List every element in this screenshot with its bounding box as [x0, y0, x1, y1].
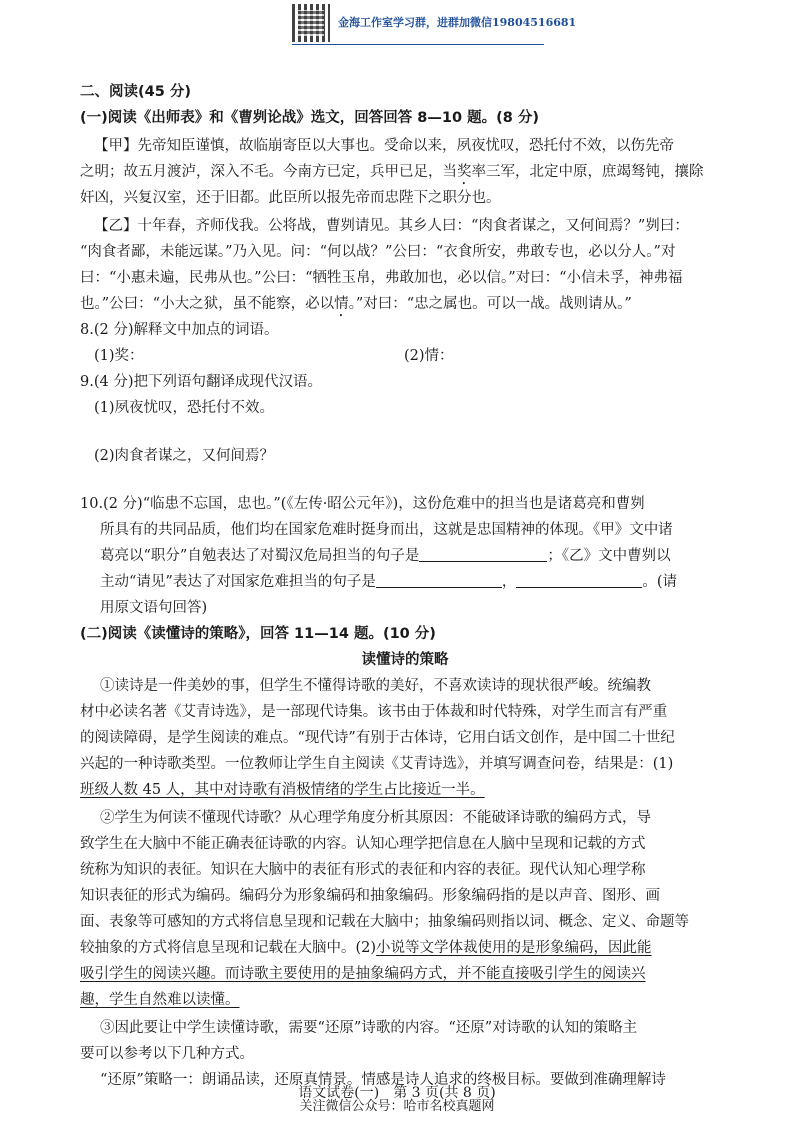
question-10-line-1: 10.(2 分)“临患不忘国，忠也。”(《左传·昭公元年》)，这份危难中的担当也是诸葛亮和曹刿 [80, 496, 645, 512]
jia-line-1: 【甲】先帝知臣谨慎，故临崩寄臣以大事也。受命以来，夙夜忧叹，恐托付不效，以伤先帝 [94, 138, 674, 154]
page-number: 语文试卷(一) 第 3 页(共 8 页) [298, 1085, 496, 1101]
p3-line-1: ③因此要让中学生读懂诗歌，需要“还原”诗歌的内容。“还原”对诗歌的认知的策略主 [100, 1020, 638, 1036]
question-9-1: (1)夙夜忧叹，恐托付不效。 [94, 400, 275, 416]
qr-code-icon [292, 4, 330, 42]
p1-line-1: ①读诗是一件美妙的事，但学生不懂得诗歌的美好，不喜欢读诗的现状很严峻。统编教 [100, 678, 651, 694]
jia-line-2: 之明；故五月渡泸，深入不毛。今南方已定，兵甲已足，当奖率三军，北定中原，庶竭驽钝，攘除 [80, 164, 704, 180]
question-10-line-3: 葛亮以“职分”自勉表达了对蜀汉危局担当的句子是 ；《乙》文中曹刿以 [100, 548, 671, 564]
p4-line-1: “还原”策略一：朗诵品读，还原真情景。情感是诗人追求的终极目标。要做到准确理解诗 [100, 1072, 666, 1088]
answer-blank-3 [516, 573, 642, 589]
yi-line-1: 【乙】十年春，齐师伐我。公将战，曹刿请见。其乡人曰：“肉食者谋之，又何间焉？”刿曰： [94, 218, 689, 234]
p2-line-7: 吸引学生的阅读兴趣。而诗歌主要使用的是抽象编码方式，并不能直接吸引学生的阅读兴 [80, 966, 646, 982]
yi-line-4: 也。”公曰：“小大之狱，虽不能察，必以情。”对曰：“忠之属也。可以一战。战则请从。” [80, 296, 632, 312]
dotted-word-jiang: 奖 [457, 164, 472, 180]
p1-line-5: 班级人数 45 人，其中对诗歌有消极情绪的学生占比接近一半。 [80, 782, 485, 798]
part2-title: (二)阅读《读懂诗的策略》，回答 11—14 题。(10 分) [80, 626, 436, 642]
footer-note: 关注微信公众号：哈市名校真题网 [299, 1099, 495, 1114]
p2-line-5: 面、表象等可感知的方式将信息呈现和记载在大脑中；抽象编码则指以词、概念、定义、命题等 [80, 914, 689, 930]
p2-line-6: 较抽象的方式将信息呈现和记载在大脑中。(2)小说等文学体裁使用的是形象编码，因此能 [80, 940, 652, 956]
page-header [0, 0, 794, 48]
essay-title: 读懂诗的策略 [361, 652, 449, 668]
question-10-line-5: 用原文语句回答) [100, 600, 208, 616]
p2-line-1: ②学生为何读不懂现代诗歌？从心理学角度分析其原因：不能破译诗歌的编码方式，导 [100, 810, 651, 826]
question-8: 8.(2 分)解释文中加点的词语。 [80, 322, 279, 338]
p1-line-4: 兴起的一种诗歌类型。一位教师让学生自主阅读《艾青诗选》，并填写调查问卷，结果是：(1) [80, 756, 674, 772]
answer-blank-1 [419, 547, 547, 563]
p3-line-2: 要可以参考以下几种方式。 [80, 1046, 254, 1062]
p2-line-4: 知识表征的形式为编码。编码分为形象编码和抽象编码。形象编码指的是以声音、图形、画 [80, 888, 660, 904]
dotted-word-qing: 情 [334, 296, 349, 312]
section-title: 二、阅读(45 分) [80, 84, 191, 100]
p2-line-8: 趣，学生自然难以读懂。 [80, 992, 240, 1008]
question-9-2: (2)肉食者谋之，又何间焉？ [94, 448, 275, 464]
question-9: 9.(4 分)把下列语句翻译成现代汉语。 [80, 374, 322, 390]
header-divider [292, 44, 544, 45]
question-8-2: (2)情： [404, 348, 454, 364]
p1-line-2: 材中必读名著《艾青诗选》，是一部现代诗集。该书由于体裁和时代特殊，对学生而言有严重 [80, 704, 668, 720]
question-8-1: (1)奖： [94, 348, 144, 364]
p1-line-3: 的阅读障碍，是学生阅读的难点。“现代诗”有别于古体诗，它用白话文创作，是中国二十世纪 [80, 730, 675, 746]
question-10-line-2: 所具有的共同品质，他们均在国家危难时挺身而出，这就是忠国精神的体现。《甲》文中诸 [100, 522, 673, 538]
header-text: 金海工作室学习群，进群加微信19804516681 [338, 16, 577, 29]
p2-line-2: 致学生在大脑中不能正确表征诗歌的内容。认知心理学把信息在人脑中呈现和记载的方式 [80, 836, 646, 852]
p2-line-3: 统称为知识的表征。知识在大脑中的表征有形式的表征和内容的表征。现代认知心理学称 [80, 862, 646, 878]
question-10-line-4: 主动“请见”表达了对国家危难担当的句子是 ， 。(请 [100, 574, 677, 590]
part1-title: (一)阅读《出师表》和《曹刿论战》选文，回答回答 8—10 题。(8 分) [80, 110, 540, 126]
yi-line-2: “肉食者鄙，未能远谋。”乃入见。问：“何以战？”公曰：“衣食所安，弗敢专也，必以分人。”对 [80, 244, 676, 260]
answer-blank-2 [376, 573, 502, 589]
yi-line-3: 曰：“小惠未遍，民弗从也。”公曰：“牺牲玉帛，弗敢加也，必以信。”对曰：“小信未孚，神弗福 [80, 270, 683, 286]
jia-line-3: 奸凶，兴复汉室，还于旧都。此臣所以报先帝而忠陛下之职分也。 [80, 190, 501, 206]
